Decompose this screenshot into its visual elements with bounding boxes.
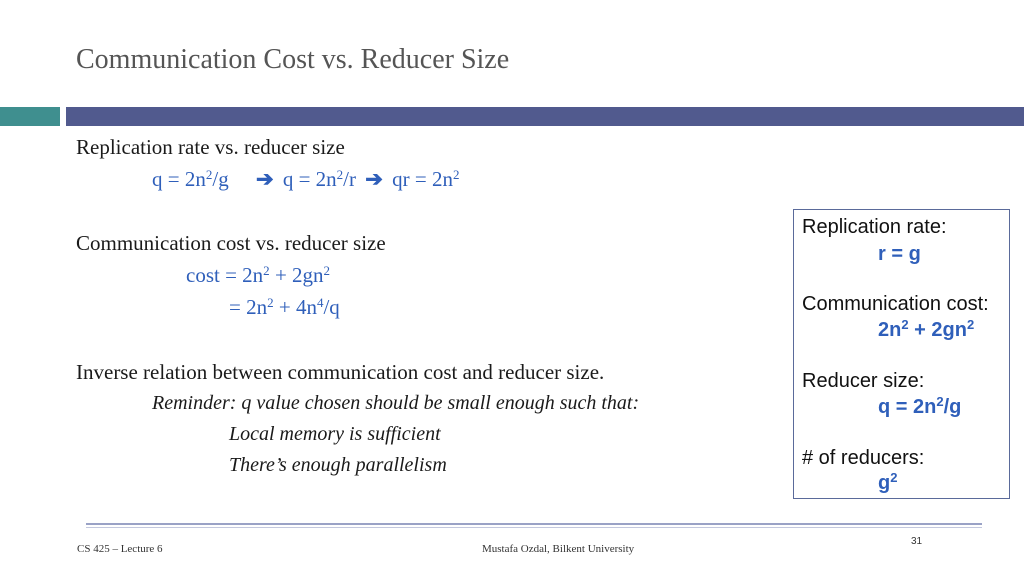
accent-bar-teal — [0, 107, 60, 126]
bullet-local-memory: Local memory is sufficient — [229, 423, 441, 445]
comm-heading: Communication cost vs. reducer size — [76, 231, 386, 255]
inverse-heading: Inverse relation between communication cost and reducer size. — [76, 360, 605, 384]
comm-cost-value: $2n^2 + 2gn^2$ — [878, 316, 975, 341]
reducer-size-label: Reducer size: — [802, 370, 925, 392]
replication-rate-label: Replication rate: — [802, 216, 947, 238]
replication-formula — [152, 167, 459, 192]
formula-q-r: $q = 2n^2/r$ — [282, 166, 356, 191]
accent-bar-navy — [66, 107, 1024, 126]
reminder-text: Reminder: q value chosen should be small enough such that: — [152, 392, 640, 414]
cost-formula-line1: $\cos t = 2n^2 + 2gn^2$ — [186, 262, 331, 287]
right-arrow-icon: ➔ — [365, 167, 383, 191]
comm-cost-label: Communication cost: — [802, 293, 989, 315]
reducer-count-label: # of reducers: — [802, 447, 925, 469]
formula-qr: qr = $2n^2$ — [392, 166, 460, 191]
summary-box — [793, 209, 1010, 499]
footer-author: Mustafa Ozdal, Bilkent University — [482, 543, 635, 555]
page-number: 31 — [911, 536, 923, 547]
bullet-parallelism: There’s enough parallelism — [229, 454, 447, 476]
formula-q-g: $q = 2n^2/g$ — [152, 166, 229, 191]
footer-course: CS 425 – Lecture 6 — [77, 543, 163, 555]
replication-heading: Replication rate vs. reducer size — [76, 135, 345, 159]
replication-rate-value: r = g — [878, 243, 921, 265]
slide-title: Communication Cost vs. Reducer Size — [76, 44, 510, 75]
footer-divider — [86, 523, 982, 525]
reducer-size-value: $q = 2n^2/g$ — [878, 393, 962, 418]
right-arrow-icon: ➔ — [255, 167, 274, 191]
footer-divider-thin — [86, 527, 982, 528]
cost-formula-line2: = $2n^2 + 4n^4/q$ — [229, 294, 340, 319]
reducer-count-value: $g^2$ — [878, 469, 898, 494]
